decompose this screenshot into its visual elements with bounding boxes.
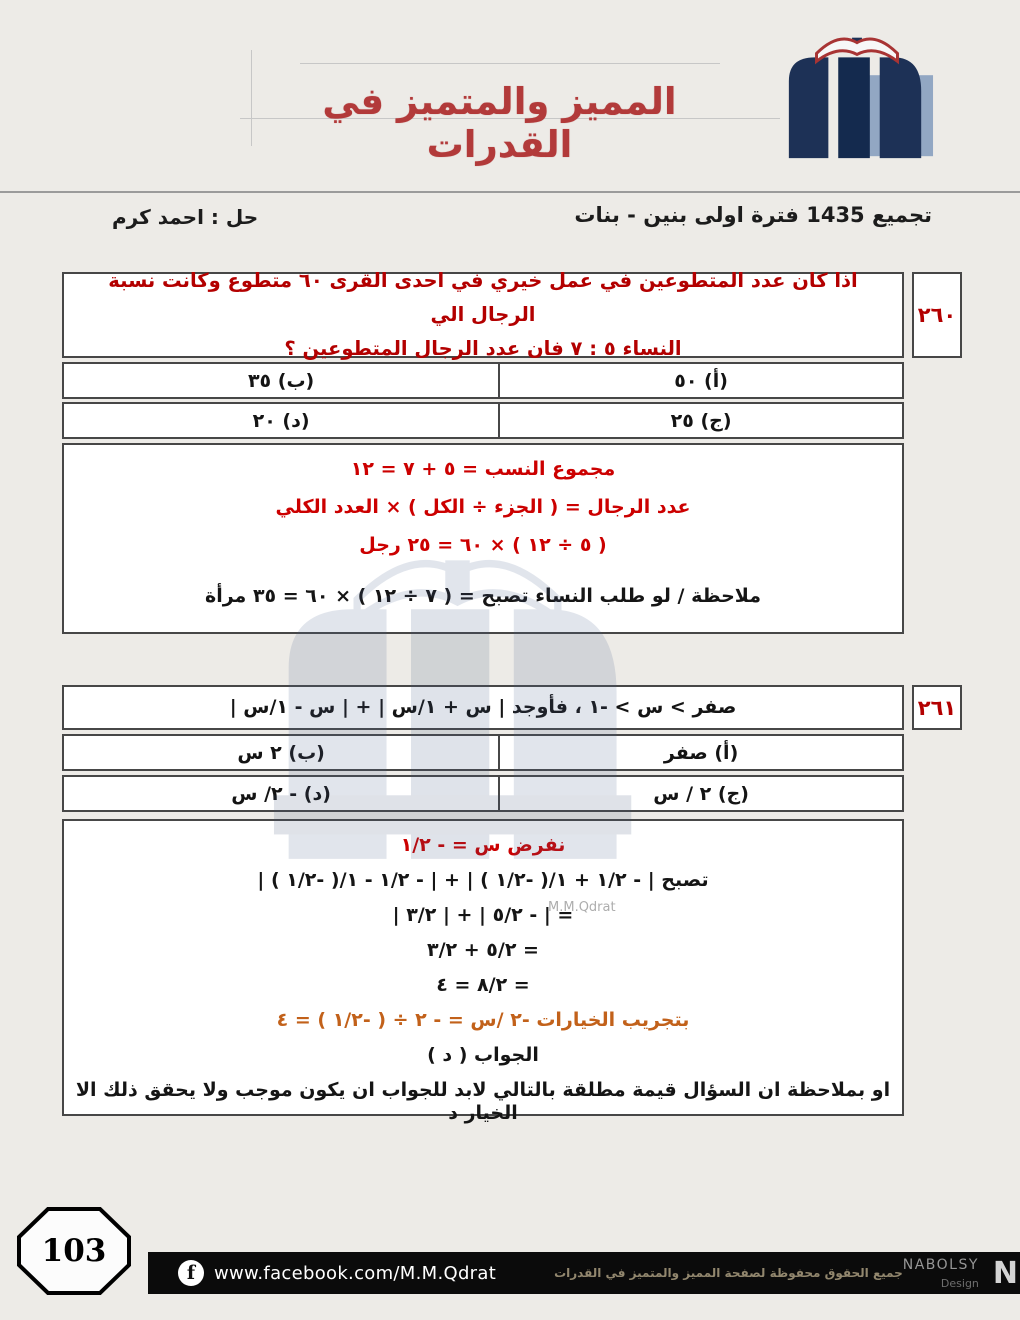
question-260-text — [62, 268, 904, 361]
solution-261-line6: بتجريب الخيارات -٢ /س = - ٢ ÷ ( -١/٢ ) = ٤ — [276, 1009, 690, 1031]
solution-261-line1: نفرض س = - ١/٢ — [400, 834, 566, 856]
question-261-options-row1 — [62, 734, 904, 771]
option-260-a: (أ) ٥٠ — [498, 362, 904, 399]
solution-260-line1: مجموع النسب = ٥ + ٧ = ١٢ — [350, 458, 616, 480]
solution-260-note: ملاحظة / لو طلب النساء تصبح = ( ٧ ÷ ١٢ ) × ٦٠ = ٣٥ مرأة — [205, 585, 761, 607]
option-261-d: (د) - ٢/ س — [62, 775, 500, 812]
question-260-line1: اذا كان عدد المتطوعين في عمل خيري في احدى القرى ٦٠ متطوع وكانت نسبة الرجال الي — [108, 268, 858, 326]
brand-book-logo-icon — [762, 12, 952, 170]
watermark-signature: M.M.Qdrat — [548, 900, 616, 915]
solution-261-line4: = ٥/٢ + ٣/٢ — [427, 939, 539, 961]
solution-260-box — [62, 443, 904, 634]
rights-text: جميع الحقوق محفوظة لصفحة المميز والمتميز في القدرات — [554, 1266, 903, 1280]
designer-name: NABOLSY — [902, 1257, 979, 1273]
facebook-icon: f — [178, 1260, 204, 1286]
question-261-options-row2 — [62, 775, 904, 812]
question-260-options-row2 — [62, 402, 904, 439]
solution-261-line2: تصبح | - ١/٢ + ١/( -١/٢ ) | + | - ١/٢ - ١/( -١/٢ ) | — [257, 869, 709, 891]
question-260-options-row1 — [62, 362, 904, 399]
solution-261-remark: او بملاحظة ان السؤال قيمة مطلقة بالتالي لابد للجواب ان يكون موجب ولا يحقق ذلك الا الخيار د — [75, 1079, 891, 1124]
option-261-b: (ب) ٢ س — [62, 734, 500, 771]
question-261-number: ٢٦١ — [912, 685, 962, 730]
question-261-line1: صفر > س > -١ ، فأوجد | س + ١/س | + | س - ١/س | — [229, 695, 737, 718]
collection-title: تجميع 1435 فترة اولى بنين - بنات — [574, 203, 932, 227]
option-261-c: (ج) ٢ / س — [498, 775, 904, 812]
header-divider — [0, 191, 1020, 193]
page-number: 103 — [41, 1233, 107, 1269]
solution-260-line2: عدد الرجال = ( الجزء ÷ الكل ) × العدد الكلي — [275, 496, 691, 518]
solution-261-line5: = ٨/٢ = ٤ — [436, 974, 530, 996]
page-number-badge — [16, 1206, 132, 1296]
solution-261-line3: = | - ٥/٢ | + | ٣/٢ | — [392, 904, 574, 926]
title-sketch-line — [300, 63, 720, 64]
facebook-url-link[interactable]: www.facebook.com/M.M.Qdrat — [214, 1262, 497, 1284]
solver-credit: حل : احمد كرم — [112, 205, 259, 229]
designer-sub: Design — [940, 1277, 979, 1291]
footer-bar — [148, 1252, 1020, 1294]
question-260-number: ٢٦٠ — [912, 272, 962, 358]
solution-260-line3: ( ٥ ÷ ١٢ ) × ٦٠ = ٢٥ رجل — [359, 534, 607, 556]
question-261-text — [62, 685, 904, 730]
option-260-c: (ج) ٢٥ — [498, 402, 904, 439]
designer-n-mark-icon: N — [992, 1255, 1019, 1291]
solution-261-box — [62, 819, 904, 1124]
option-260-d: (د) ٢٠ — [62, 402, 500, 439]
option-261-a: (أ) صفر — [498, 734, 904, 771]
solution-261-answer: الجواب ( د ) — [427, 1044, 539, 1066]
question-260-line2: النساء ٥ : ٧ فان عدد الرجال المتطوعين ؟ — [284, 337, 682, 361]
brand-title: المميز والمتميز في القدرات — [322, 80, 677, 166]
option-260-b: (ب) ٣٥ — [62, 362, 500, 399]
designer-credit — [903, 1255, 979, 1291]
